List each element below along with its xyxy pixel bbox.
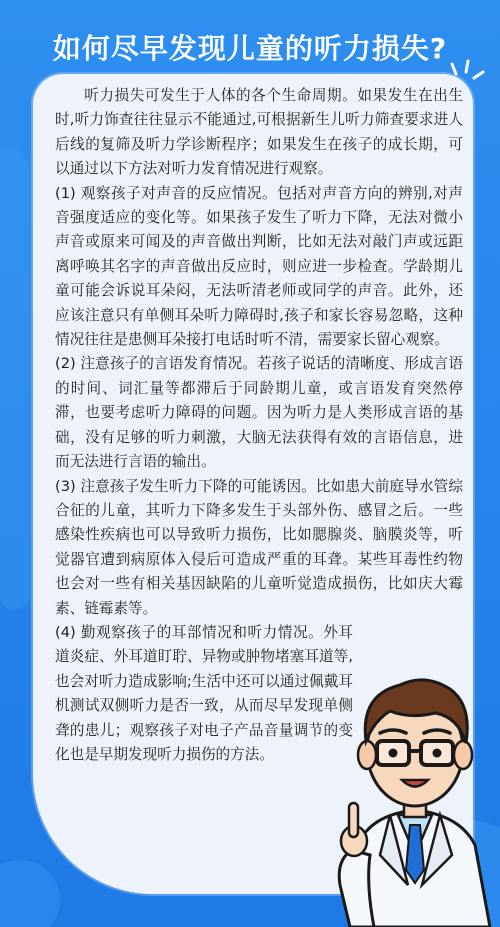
page-title: 如何尽早发现儿童的听力损失? (52, 32, 448, 65)
paragraph-observe-reaction: (1) 观察孩子对声音的反应情况。包括对声音方向的辨别,对声音强度适应的变化等。如果孩子发生了听力下降，无法对微小声音或原来可闻及的声音做出判断，比如无法对敲门声或远距离呼唤其名字的声音做出反应时，则应进一步检查。学龄期儿童可能会诉说耳朵闷，无法听清老师或同学的声音。此外，还应该注意只有单侧耳朵听力障碍时,孩子和家长容易忽略，这种情况往往是患侧耳朵接打电话时听不清，需要家长留心观察。 (55, 184, 463, 349)
paragraph-speech-development: (2) 注意孩子的言语发育情况。若孩子说话的清晰度、形成言语的时间、词汇量等都滞后于同龄期儿童，或言语发育突然停滞，也要考虑听力障碍的问题。因为听力是人类形成言语的基础，没有足够的听力刺激，大脑无法获得有效的言语信息，进而无法进行言语的输出。 (55, 355, 463, 471)
paragraph-possible-causes: (3) 注意孩子发生听力下降的可能诱因。比如患大前庭导水管综合征的儿童，其听力下降多发生于头部外伤、感冒之后。一些感染性疾病也可以导致听力损伤，比如腮腺炎、脑膜炎等，听觉器官遭到病原体入侵后可造成严重的耳聋。某些耳毒性约物也会对一些有相关基因缺陷的儿童听觉造成损伤，比如庆大霉素、链霉素等。 (55, 477, 463, 617)
doctor-illustration (330, 655, 500, 927)
intro-paragraph: 听力损失可发生于人体的各个生命周期。如果发生在出生时,听力饰查往往显示不能通过,可根据新生儿听力筛查要求进人后线的复筛及听力学诊断程序；如果发生在孩子的成长期，可以通过以下方法对听力发育情况进行观察。 (55, 87, 463, 178)
paragraph-ear-check: (4) 勤观察孩子的耳部情况和听力情况。外耳道炎症、外耳道盯聍、异物或肿物堵塞耳道等,也会对听力造成影响;生活中还可以通过佩戴耳机测试双侧听力是否一致，从而尽早发现单侧聋的患儿；观察孩子对电子产品音量调节的变化也是早期发现听力损伤的方法。 (55, 623, 353, 763)
